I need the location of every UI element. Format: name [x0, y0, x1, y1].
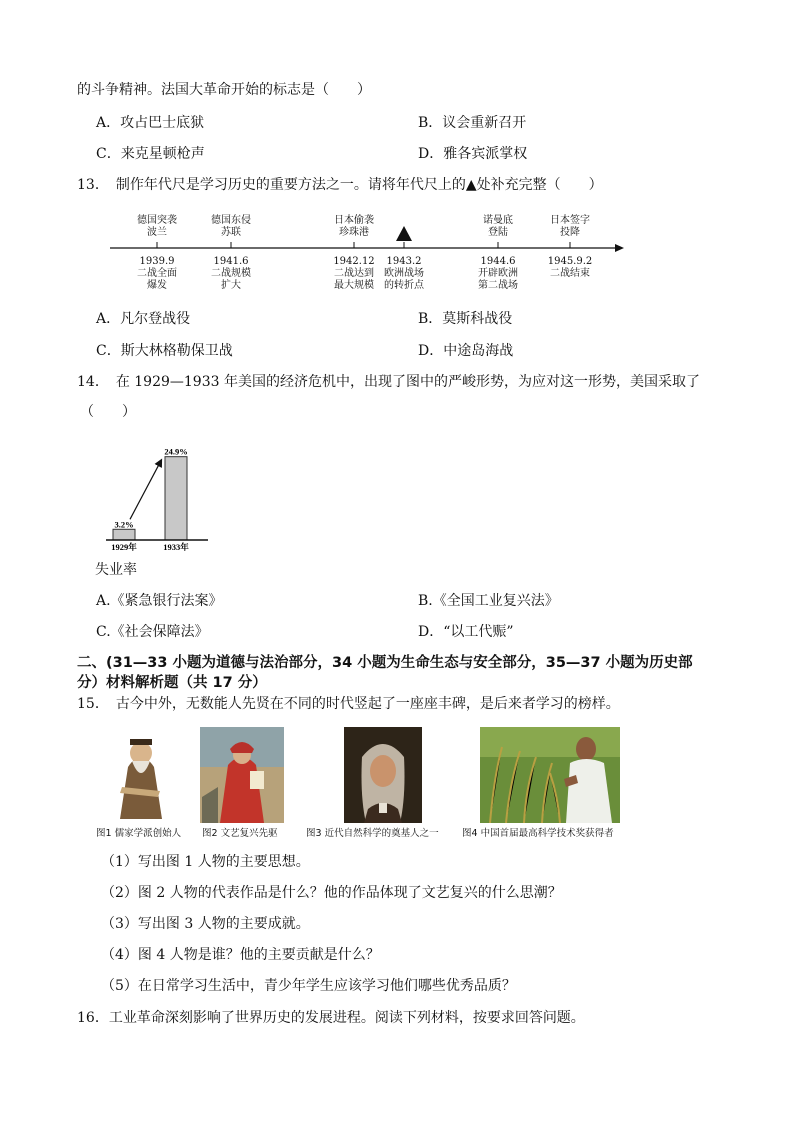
q12-option-c: C．来克星顿枪声 [96, 146, 205, 162]
q13-option-a: A．凡尔登战役 [96, 311, 191, 327]
timeline-event-4-bottom: 1943.2 欧洲战场 的转折点 [384, 256, 424, 291]
figure-3-newton-image [344, 727, 422, 823]
bar-value-label: 24.9% [164, 446, 188, 457]
figure-4-yuan-longping-image [480, 727, 620, 823]
q15-sub-4: （4）图 4 人物是谁？他的主要贡献是什么？ [101, 947, 380, 963]
figure-1-caption: 图1 儒家学派创始人 [96, 828, 182, 839]
x-tick-label: 1933年 [163, 542, 189, 552]
q15-sub-2: （2）图 2 人物的代表作品是什么？他的作品体现了文艺复兴的什么思潮？ [101, 885, 562, 901]
q13-option-d: D．中途岛海战 [418, 343, 514, 359]
timeline-event-1-top: 德国突袭 波兰 [137, 215, 177, 238]
figure-1-confucius-image [108, 727, 174, 823]
bar-1929年 [113, 529, 135, 540]
timeline-event-6-top: 日本签字 投降 [550, 215, 590, 238]
q13-stem: 13． 制作年代尺是学习历史的重要方法之一。请将年代尺上的▲处补充完整（ ） [77, 177, 603, 193]
bar-value-label: 3.2% [114, 519, 134, 530]
timeline [100, 210, 630, 300]
section-heading-line-1: 二、(31—33 小题为道德与法治部分，34 小题为生命生态与安全部分，35—37 小题为历史部 [77, 655, 693, 671]
q12-option-d: D．雅各宾派掌权 [418, 146, 528, 162]
q15-sub-1: （1）写出图 1 人物的主要思想。 [101, 854, 310, 870]
q14-stem: 14． 在 1929—1933 年美国的经济危机中，出现了图中的严峻形势，为应对这一形势，美国采取了 [77, 374, 700, 390]
section-heading-line-2: 分）材料解析题（共 17 分） [77, 675, 267, 691]
q15-sub-3: （3）写出图 3 人物的主要成就。 [101, 916, 310, 932]
q13-option-b: B．莫斯科战役 [418, 311, 513, 327]
timeline-event-3-bottom: 1942.12 二战达到 最大规模 [333, 256, 375, 291]
q14-option-c: C.《社会保障法》 [96, 624, 209, 640]
timeline-event-3-top: 日本偷袭 珍珠港 [334, 215, 374, 238]
chart-title: 失业率 [95, 562, 137, 578]
x-tick-label: 1929年 [111, 542, 137, 552]
timeline-arrow-icon [615, 244, 624, 252]
timeline-event-2-bottom: 1941.6 二战规模 扩大 [211, 256, 251, 291]
triangle-marker-icon [396, 226, 412, 241]
timeline-event-5-bottom: 1944.6 开辟欧洲 第二战场 [478, 256, 518, 291]
timeline-event-6-bottom: 1945.9.2 二战结束 [547, 256, 593, 279]
q14-option-b: B.《全国工业复兴法》 [418, 593, 559, 609]
trend-arrow-icon [130, 461, 161, 520]
q12-option-a: A．攻占巴士底狱 [96, 115, 205, 131]
q13-option-c: C．斯大林格勒保卫战 [96, 343, 233, 359]
q15-sub-5: （5）在日常学习生活中，青少年学生应该学习他们哪些优秀品质？ [101, 978, 516, 994]
q12-stem: 的斗争精神。法国大革命开始的标志是（ ） [77, 82, 371, 98]
figure-2-caption: 图2 文艺复兴先驱 [202, 828, 278, 839]
q15-stem: 15． 古今中外，无数能人先贤在不同的时代竖起了一座座丰碑，是后来者学习的榜样。 [77, 696, 620, 712]
q12-option-b: B．议会重新召开 [418, 115, 527, 131]
q14-option-a: A.《紧急银行法案》 [96, 593, 223, 609]
q16-stem: 16．工业革命深刻影响了世界历史的发展进程。阅读下列材料，按要求回答问题。 [77, 1010, 585, 1026]
unemployment-bar-chart [102, 443, 212, 559]
q14-option-d: D．“以工代赈” [418, 624, 514, 640]
figure-2-dante-image [200, 727, 284, 823]
q14-stem-blank: （ ） [80, 404, 136, 420]
timeline-event-2-top: 德国东侵 苏联 [211, 215, 251, 238]
timeline-event-1-bottom: 1939.9 二战全面 爆发 [137, 256, 177, 291]
bar-1933年 [165, 457, 187, 540]
figure-4-caption: 图4 中国首届最高科学技术奖获得者 [462, 828, 614, 839]
figure-3-caption: 图3 近代自然科学的奠基人之一 [306, 828, 439, 839]
timeline-event-5-top: 诺曼底 登陆 [483, 215, 513, 238]
